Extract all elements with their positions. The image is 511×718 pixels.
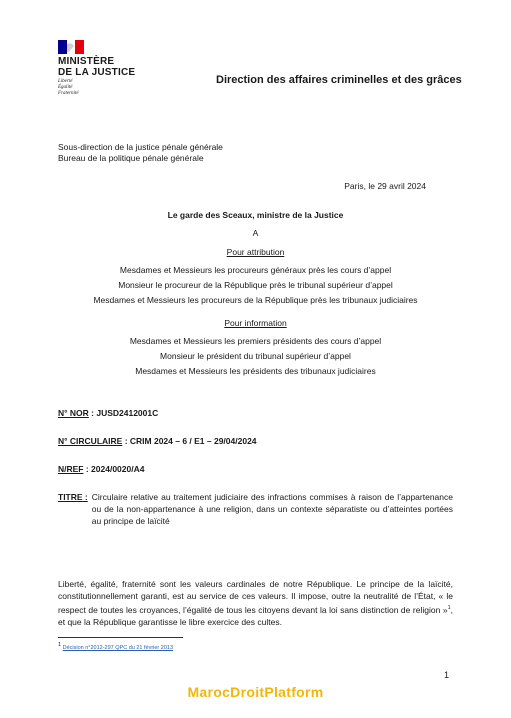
circulaire-value: : CRIM 2024 – 6 / E1 – 29/04/2024: [122, 436, 257, 446]
attribution-heading: Pour attribution: [226, 247, 285, 257]
republic-motto: [58, 79, 79, 97]
sender-line: Le garde des Sceaux, ministre de la Justice: [167, 210, 344, 220]
bureau-line: Bureau de la politique pénale générale: [58, 153, 204, 163]
marianne-flag-icon: [58, 40, 84, 54]
footnote-link[interactable]: Décision n°2012-297 QPC du 21 février 2013: [62, 644, 174, 651]
titre-colon: :: [82, 492, 88, 502]
body-text-part1: Liberté, égalité, fraternité sont les valeurs cardinales de notre République. Le principe de la laïcité, constitutionnellement garanti, est au service de ces valeurs. Il impose, outre la neutralité de l’État, « le respect de toutes les croyances, l’égalité de tous les citoyens devant la loi sans distinction de religion »: [58, 579, 453, 615]
page-number: 1: [444, 670, 450, 680]
motto-egalite: Égalité: [58, 85, 73, 90]
attribution-line: Monsieur le procureur de la République près le tribunal supérieur d’appel: [118, 280, 393, 290]
titre-text: Circulaire relative au traitement judiciaire des infractions commises à raison de l’appartenance ou de la non-appartenance à une religion, dans un contexte séparatiste ou d’atteintes portées au principe de laïcité: [91, 492, 453, 526]
circulaire-reference: [58, 436, 257, 446]
titre-label: [58, 491, 92, 527]
nref-label: N/REF: [58, 464, 84, 474]
body-text-part2: , et que la République garantisse le libre exercice des cultes.: [58, 604, 453, 627]
logo-line-2: DE LA JUSTICE: [58, 67, 136, 78]
information-line: Mesdames et Messieurs les présidents des tribunaux judiciaires: [135, 366, 376, 376]
circulaire-label: N° CIRCULAIRE: [58, 436, 123, 446]
footnote: [58, 642, 173, 651]
titre-block: [58, 491, 453, 527]
titre-label-text: TITRE: [58, 492, 83, 502]
logo-line-1: MINISTÈRE: [58, 56, 115, 67]
to-letter: A: [252, 228, 259, 238]
nor-label: N° NOR: [58, 408, 89, 418]
footnote-ref[interactable]: 1: [447, 605, 451, 611]
direction-title: Direction des affaires criminelles et des grâces: [216, 74, 462, 86]
subdirection-block: [58, 142, 223, 164]
motto-liberte: Liberté: [58, 79, 73, 84]
nor-reference: [58, 408, 158, 418]
nref-value: : 2024/0020/A4: [83, 464, 145, 474]
watermark: MarocDroitPlatform: [187, 684, 324, 700]
information-line: Monsieur le président du tribunal supérieur d’appel: [160, 351, 351, 361]
letter-date: Paris, le 29 avril 2024: [344, 181, 426, 191]
attribution-line: Mesdames et Messieurs les procureurs généraux près les cours d’appel: [119, 265, 392, 275]
nref-reference: [58, 464, 144, 474]
subdirection-line: Sous-direction de la justice pénale générale: [58, 142, 223, 152]
footnote-number: 1: [58, 642, 62, 648]
footnote-divider: [58, 637, 183, 638]
body-paragraph: [58, 578, 453, 628]
information-line: Mesdames et Messieurs les premiers présidents des cours d’appel: [129, 336, 382, 346]
ministry-logo-title: [58, 56, 135, 78]
nor-value: : JUSD2412001C: [88, 408, 159, 418]
motto-fraternite: Fraternité: [58, 91, 79, 96]
attribution-line: Mesdames et Messieurs les procureurs de la République près les tribunaux judiciaires: [93, 295, 418, 305]
information-heading: Pour information: [224, 318, 287, 328]
